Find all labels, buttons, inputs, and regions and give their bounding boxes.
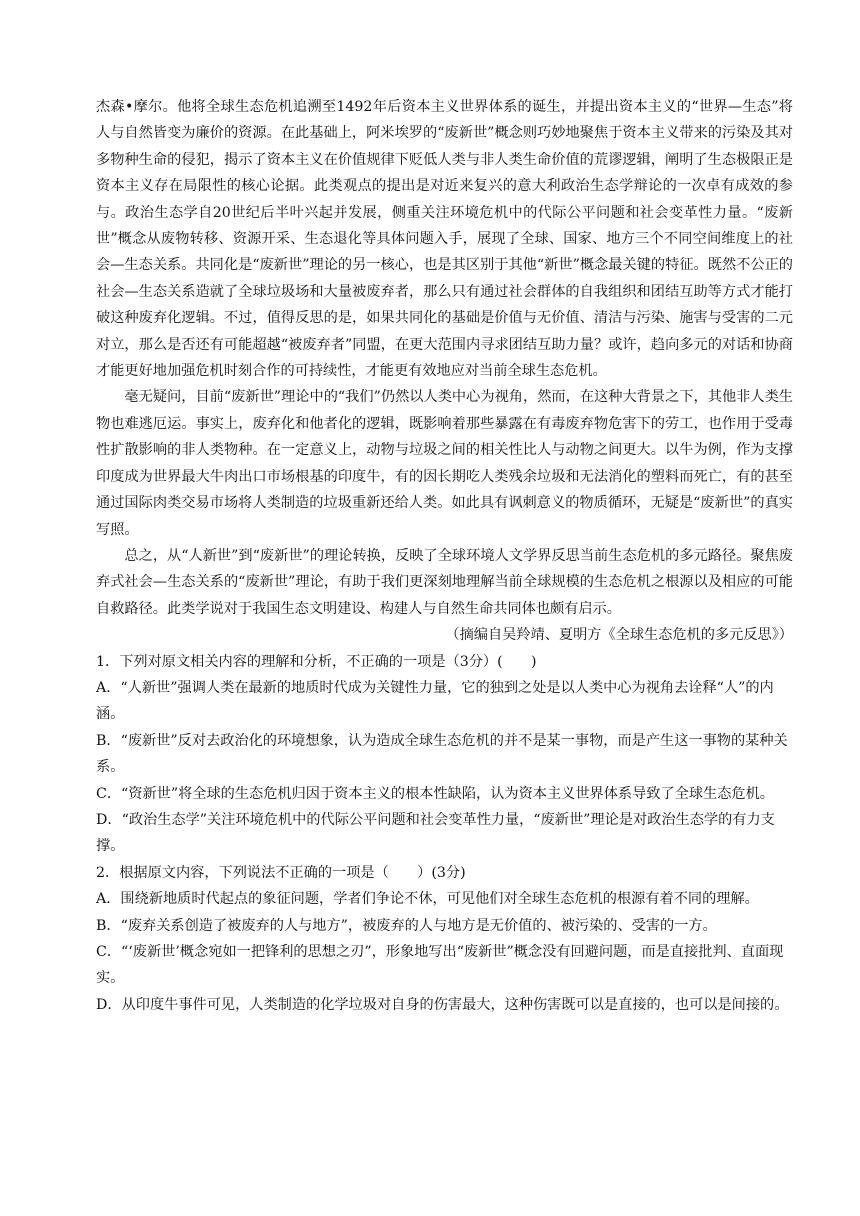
question-2-option-b: B．“废弃关系创造了被废弃的人与地方”，被废弃的人与地方是无价值的、被污染的、受害的一方。	[96, 917, 717, 934]
question-2-option-d: D．从印度牛事件可见，人类制造的化学垃圾对自身的伤害最大，这种伤害既可以是直接的，也可以是间接的。	[96, 996, 789, 1013]
paragraph-3: 总之，从“人新世”到“废新世”的理论转换，反映了全球环境人文学界反思当前生态危机的多元路径。聚焦废弃式社会—生态关系的“废新世”理论，有助于我们更深刻地理解当前全球规模的生态危机之根源以及相应的可能自救路径。此类学说对于我国生态文明建设、构建人与自然生命共同体也颇有启示。	[96, 547, 793, 617]
question-1	[96, 649, 793, 860]
question-2-option-a: A．围绕新地质时代起点的象征问题，学者们争论不休，可见他们对全球生态危机的根源有着不同的理解。	[96, 891, 759, 908]
source-citation: （摘编自吴羚靖、夏明方《全球生态危机的多元反思》）	[445, 627, 793, 644]
question-2-stem: 2．根据原文内容，下列说法不正确的一项是（ ）(3分)	[96, 864, 466, 881]
paragraph-2: 毫无疑问，目前“废新世”理论中的“我们”仍然以人类中心为视角，然而，在这种大背景之下，其他非人类生物也难逃厄运。事实上，废弃化和他者化的逻辑，既影响着那些暴露在有毒废弃物危害下的劳工，也作用于受毒性扩散影响的非人类物种。在一定意义上，动物与垃圾之间的相关性比人与动物之间更大。以牛为例，作为支撑印度成为世界最大牛肉出口市场根基的印度牛，有的因长期吃人类残余垃圾和无法消化的塑料而死亡，有的甚至通过国际肉类交易市场将人类制造的垃圾重新还给人类。如此具有讽刺意义的物质循环，无疑是“废新世”的真实写照。	[96, 389, 793, 538]
question-2-option-c: C．“‘废新世’概念宛如一把锋利的思想之刃”，形象地写出“废新世”概念没有回避问题，而是直接批判、直面现实。	[96, 944, 784, 987]
question-1-option-d: D．“政治生态学”关注环境危机中的代际公平问题和社会变革性力量，“废新世”理论是对政治生态学的有力支撑。	[96, 811, 775, 855]
question-1-option-a: A．“人新世”强调人类在最新的地质时代成为关键性力量，它的独到之处是以人类中心为视角去诠释“人”的内涵。	[96, 679, 774, 723]
question-1-option-c: C．“资新世”将全球的生态危机归因于资本主义的根本性缺陷，认为资本主义世界体系导致了全球生态危机。	[96, 785, 774, 802]
question-1-option-b: B．“废新世”反对去政治化的环境想象，认为造成全球生态危机的并不是某一事物，而是产生这一事物的某种关系。	[96, 732, 788, 776]
document-page	[96, 94, 793, 1018]
question-1-stem: 1．下列对原文相关内容的理解和分析，不正确的一项是（3分）( )	[96, 653, 537, 670]
paragraph-1: 杰森•摩尔。他将全球生态危机追溯至1492年后资本主义世界体系的诞生，并提出资本主义的“世界—生态”将人与自然皆变为廉价的资源。在此基础上，阿米埃罗的“废新世”概念则巧妙地聚焦于资本主义带来的污染及其对多物种生命的侵犯，揭示了资本主义在价值规律下贬低人类与非人类生命价值的荒谬逻辑，阐明了生态极限正是资本主义存在局限性的核心论据。此类观点的提出是对近来复兴的意大利政治生态学辩论的一次卓有成效的参与。政治生态学自20世纪后半叶兴起并发展，侧重关注环境危机中的代际公平问题和社会变革性力量。“废新世”概念从废物转移、资源开采、生态退化等具体问题入手，展现了全球、国家、地方三个不同空间维度上的社会—生态关系。共同化是“废新世”理论的另一核心，也是其区别于其他“新世”概念最关键的特征。既然不公正的社会—生态关系造就了全球垃圾场和大量被废弃者，那么只有通过社会群体的自我组织和团结互助等方式才能打破这种废弃化逻辑。不过，值得反思的是，如果共同化的基础是价值与无价值、清洁与污染、施害与受害的二元对立，那么是否还有可能超越“被废弃者”同盟，在更大范围内寻求团结互助力量？或许，趋向多元的对话和协商才能更好地加强危机时刻合作的可持续性，才能更有效地应对当前全球生态危机。	[96, 99, 793, 380]
question-2	[96, 860, 793, 1018]
